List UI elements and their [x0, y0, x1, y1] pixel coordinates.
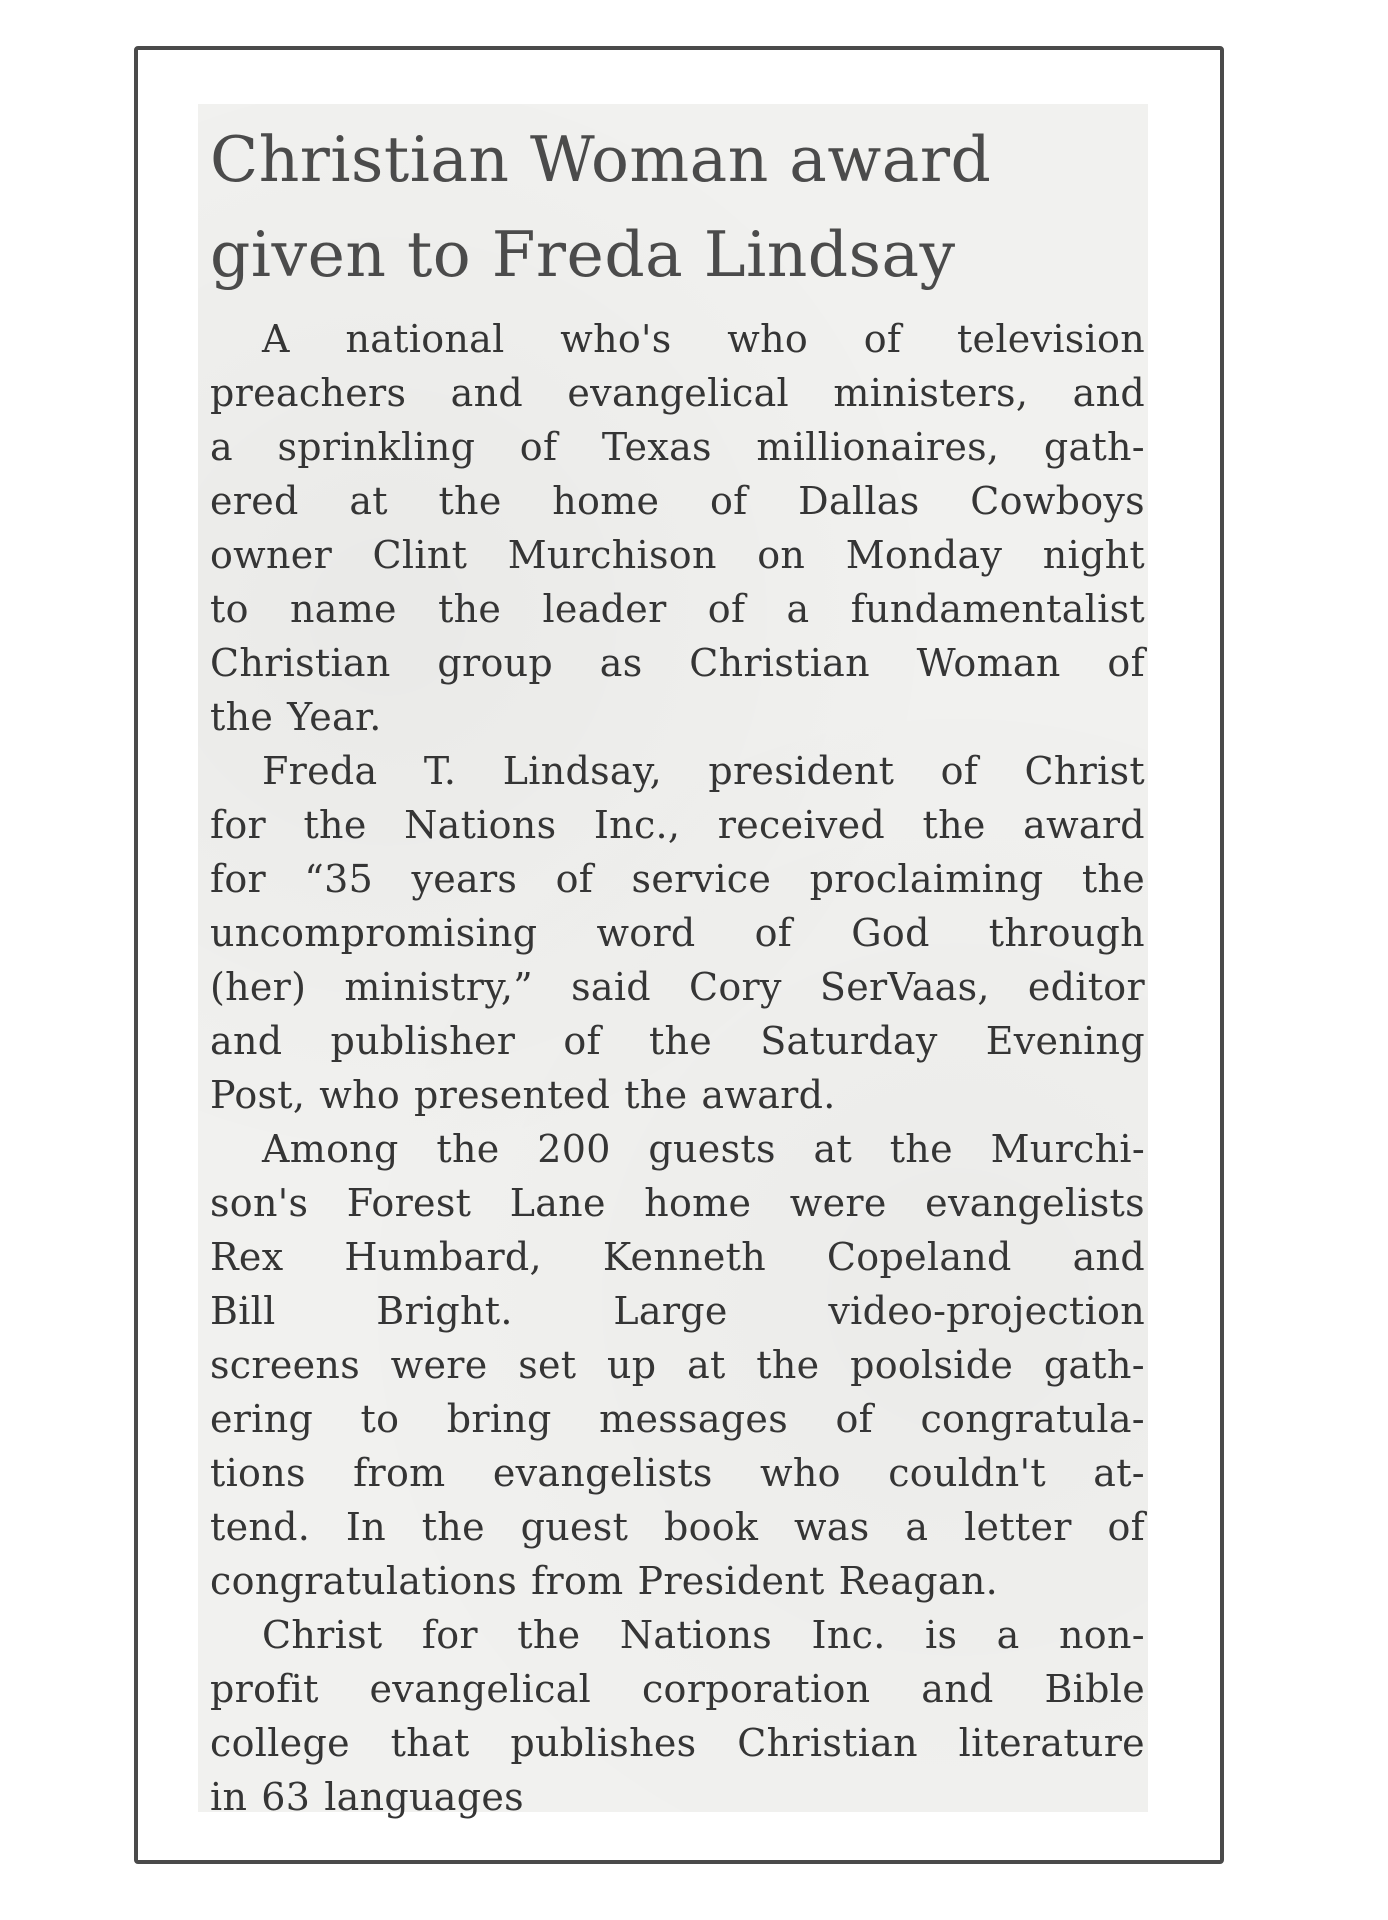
word: said	[571, 965, 651, 1009]
word: Nations	[404, 803, 557, 847]
word: award	[1023, 803, 1145, 847]
word: evangelists	[925, 1181, 1145, 1225]
word: up	[607, 1343, 657, 1387]
word: at	[349, 479, 388, 523]
word: the	[1081, 857, 1145, 901]
word: Bright.	[376, 1289, 513, 1333]
text-line	[210, 1014, 1145, 1068]
word: Lane	[509, 1181, 606, 1225]
text-line	[210, 1230, 1145, 1284]
word: languages	[324, 1775, 524, 1819]
word: Dallas	[798, 479, 920, 523]
word: son's	[210, 1181, 309, 1225]
word: the	[889, 1127, 953, 1171]
word: of	[1107, 1505, 1145, 1549]
text-line	[210, 1716, 1145, 1770]
word: Copeland	[826, 1235, 1012, 1279]
word: years	[411, 857, 518, 901]
word: Monday	[845, 533, 1003, 577]
word: of	[563, 1019, 601, 1063]
word: service	[631, 857, 772, 901]
word: the	[922, 803, 986, 847]
word: set	[518, 1343, 577, 1387]
word: Among	[262, 1127, 399, 1171]
word: the	[421, 1505, 485, 1549]
word: editor	[1027, 965, 1145, 1009]
word: In	[345, 1505, 386, 1549]
word: of	[519, 425, 558, 469]
word: Cowboys	[970, 479, 1145, 523]
text-line	[210, 1122, 1145, 1176]
headline-line: given to Freda Lindsay	[210, 218, 956, 291]
word: 200	[537, 1127, 611, 1171]
word: Year.	[287, 695, 382, 739]
word: is	[924, 1613, 958, 1657]
word: “35	[304, 857, 374, 901]
word: at	[813, 1127, 853, 1171]
word: a	[210, 425, 233, 469]
word: college	[210, 1721, 350, 1765]
article-body	[210, 312, 1145, 1824]
word: Bible	[1044, 1667, 1145, 1711]
text-line	[210, 1554, 1145, 1608]
text-line	[210, 1770, 1145, 1824]
text-line	[210, 852, 1145, 906]
word: ministry,”	[344, 965, 534, 1009]
word: millionaires,	[756, 425, 1000, 469]
text-line	[210, 1338, 1145, 1392]
word: Cory	[689, 965, 782, 1009]
word: and	[210, 1019, 283, 1063]
word: received	[717, 803, 886, 847]
word: evangelical	[567, 371, 789, 415]
text-line	[210, 528, 1145, 582]
text-line	[210, 1608, 1145, 1662]
word: a	[786, 587, 810, 631]
word: Evening	[985, 1019, 1145, 1063]
word: who	[727, 317, 809, 361]
word: was	[794, 1505, 870, 1549]
text-line	[210, 1284, 1145, 1338]
word: were	[390, 1343, 488, 1387]
word: of	[863, 317, 902, 361]
word: Kenneth	[602, 1235, 766, 1279]
text-line	[210, 420, 1145, 474]
word: Christ	[262, 1613, 383, 1657]
word: to	[360, 1397, 400, 1441]
text-line	[210, 1392, 1145, 1446]
word: proclaiming	[809, 857, 1044, 901]
word: SerVaas,	[819, 965, 990, 1009]
word: guests	[648, 1127, 776, 1171]
word: non-	[1059, 1613, 1145, 1657]
word: Woman	[916, 641, 1061, 685]
word: publisher	[330, 1019, 516, 1063]
word: Inc.,	[593, 803, 681, 847]
word: the	[756, 1343, 820, 1387]
word: of	[835, 1397, 874, 1441]
word: name	[289, 587, 397, 631]
word: of	[709, 479, 748, 523]
word: Lindsay,	[502, 749, 662, 793]
word: television	[956, 317, 1145, 361]
word: a	[905, 1505, 929, 1549]
word: leader	[542, 587, 667, 631]
word: Forest	[346, 1181, 472, 1225]
word: Humbard,	[344, 1235, 542, 1279]
word: tend.	[210, 1505, 311, 1549]
word: national	[345, 317, 505, 361]
word: Rex	[210, 1235, 284, 1279]
word: home	[552, 479, 660, 523]
word: president	[708, 749, 895, 793]
text-line	[210, 1662, 1145, 1716]
word: the	[303, 803, 367, 847]
word: for	[210, 803, 267, 847]
word: literature	[958, 1721, 1145, 1765]
word: award.	[701, 1073, 836, 1117]
word: uncompromising	[210, 911, 538, 955]
word: presented	[414, 1073, 611, 1117]
word: congratula-	[920, 1397, 1145, 1441]
word: who	[319, 1073, 401, 1117]
word: and	[921, 1667, 994, 1711]
paragraph	[210, 1608, 1145, 1824]
text-line	[210, 1500, 1145, 1554]
word: preachers	[210, 371, 407, 415]
text-line	[210, 312, 1145, 366]
word: screens	[210, 1343, 360, 1387]
word: messages	[599, 1397, 789, 1441]
word: bring	[446, 1397, 552, 1441]
word: of	[707, 587, 746, 631]
word: letter	[964, 1505, 1072, 1549]
text-line	[210, 474, 1145, 528]
headline-line: Christian Woman award	[210, 123, 992, 196]
paragraph	[210, 744, 1145, 1122]
word: Christian	[737, 1721, 918, 1765]
headline	[210, 112, 1150, 302]
word: a	[996, 1613, 1020, 1657]
text-line	[210, 1068, 1145, 1122]
word: night	[1042, 533, 1145, 577]
text-line	[210, 960, 1145, 1014]
word: Reagan.	[838, 1559, 998, 1603]
word: group	[437, 641, 554, 685]
word: evangelical	[369, 1667, 592, 1711]
word: and	[450, 371, 523, 415]
text-line	[210, 1446, 1145, 1500]
word: at-	[1093, 1451, 1145, 1495]
word: gath-	[1043, 1343, 1145, 1387]
word: the	[436, 1127, 500, 1171]
word: (her)	[210, 965, 307, 1009]
text-line	[210, 690, 1145, 744]
word: Bill	[210, 1289, 276, 1333]
word: from	[353, 1451, 446, 1495]
word: on	[757, 533, 806, 577]
word: Texas	[601, 425, 712, 469]
word: the	[517, 1613, 581, 1657]
word: Large	[613, 1289, 728, 1333]
word: the	[438, 587, 502, 631]
word: video-projection	[828, 1289, 1145, 1333]
word: book	[663, 1505, 759, 1549]
word: gath-	[1043, 425, 1145, 469]
paragraph	[210, 1122, 1145, 1608]
word: word	[596, 911, 696, 955]
word: T.	[423, 749, 457, 793]
word: Clint	[372, 533, 468, 577]
word: congratulations	[210, 1559, 518, 1603]
word: evangelists	[492, 1451, 713, 1495]
word: of	[940, 749, 979, 793]
word: Inc.	[811, 1613, 886, 1657]
word: the	[648, 1019, 713, 1063]
word: at	[687, 1343, 726, 1387]
word: of	[754, 911, 793, 955]
word: tions	[210, 1451, 306, 1495]
word: ering	[210, 1397, 314, 1441]
paragraph	[210, 312, 1145, 744]
word: of	[1107, 641, 1145, 685]
word: Christian	[210, 641, 391, 685]
word: ministers,	[833, 371, 1029, 415]
text-line	[210, 582, 1145, 636]
word: Murchison	[507, 533, 717, 577]
text-line	[210, 906, 1145, 960]
word: fundamentalist	[850, 587, 1145, 631]
text-line	[210, 744, 1145, 798]
word: from	[531, 1559, 624, 1603]
word: Freda	[262, 749, 378, 793]
word: poolside	[850, 1343, 1014, 1387]
text-line	[210, 366, 1145, 420]
word: were	[789, 1181, 887, 1225]
word: sprinkling	[277, 425, 476, 469]
word: to	[210, 587, 249, 631]
word: ered	[210, 479, 299, 523]
word: for	[421, 1613, 478, 1657]
word: that	[390, 1721, 470, 1765]
word: Post,	[210, 1073, 306, 1117]
word: of	[555, 857, 594, 901]
word: as	[599, 641, 643, 685]
word: in	[210, 1775, 248, 1819]
word: profit	[210, 1667, 319, 1711]
word: Christ	[1024, 749, 1145, 793]
word: Saturday	[760, 1019, 938, 1063]
word: 63	[261, 1775, 311, 1819]
word: owner	[210, 533, 333, 577]
word: publishes	[510, 1721, 697, 1765]
word: the	[438, 479, 502, 523]
word: for	[210, 857, 267, 901]
word: the	[210, 695, 274, 739]
word: guest	[520, 1505, 629, 1549]
word: through	[988, 911, 1145, 955]
word: A	[262, 317, 290, 361]
word: President	[637, 1559, 825, 1603]
word: the	[624, 1073, 688, 1117]
word: God	[851, 911, 930, 955]
word: Nations	[619, 1613, 773, 1657]
text-line	[210, 798, 1145, 852]
word: Murchi-	[990, 1127, 1145, 1171]
word: and	[1072, 371, 1145, 415]
word: who	[760, 1451, 841, 1495]
word: corporation	[641, 1667, 871, 1711]
word: Christian	[689, 641, 870, 685]
text-line	[210, 1176, 1145, 1230]
word: home	[644, 1181, 752, 1225]
text-line	[210, 636, 1145, 690]
word: who's	[560, 317, 672, 361]
word: and	[1072, 1235, 1145, 1279]
word: couldn't	[888, 1451, 1046, 1495]
